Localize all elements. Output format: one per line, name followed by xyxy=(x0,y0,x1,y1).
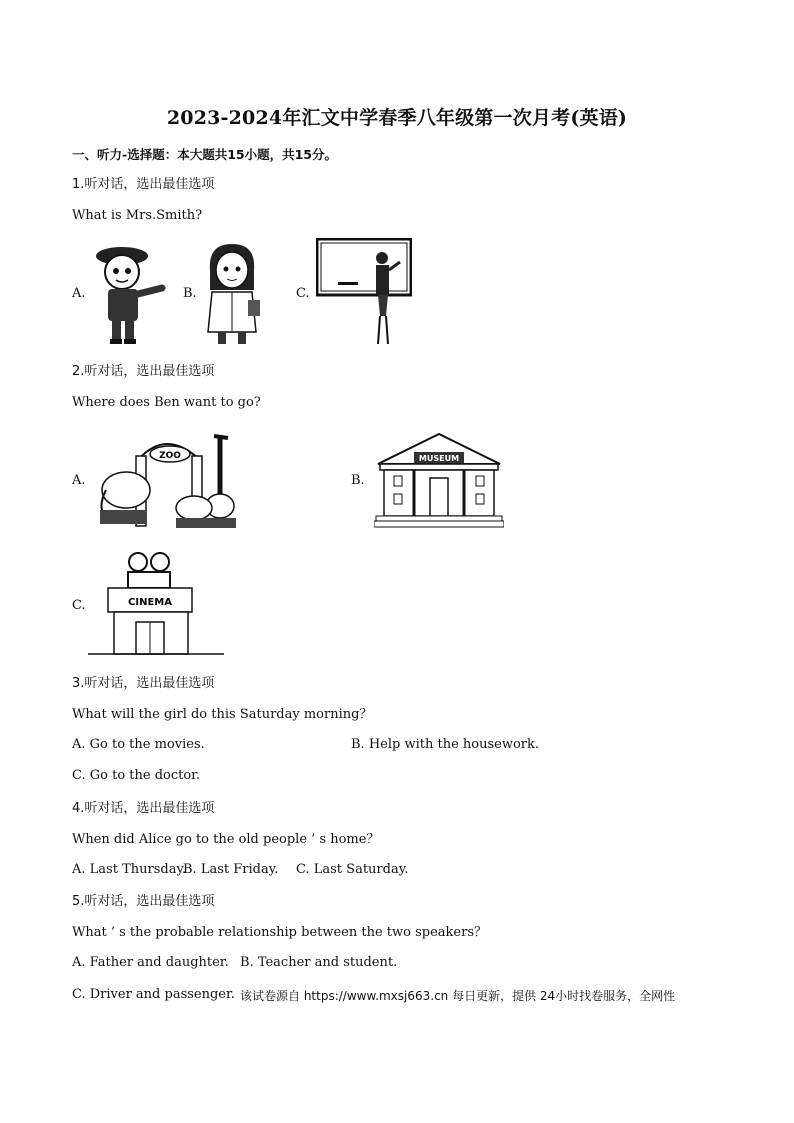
zoo-image xyxy=(96,430,242,534)
q2-option-c-label: C. xyxy=(72,598,86,613)
cinema-image xyxy=(88,550,224,658)
doctor-image xyxy=(198,240,268,346)
q1-option-b-label: B. xyxy=(183,286,197,301)
q4-option-c[interactable]: C. Last Saturday. xyxy=(296,862,409,877)
q4-option-b[interactable]: B. Last Friday. xyxy=(183,862,279,877)
q5-heading: 5.听对话，选出最佳选项 xyxy=(72,894,215,909)
q5-option-c[interactable]: C. Driver and passenger. xyxy=(72,987,235,1002)
museum-image xyxy=(374,430,504,530)
cinema-sign: CINEMA xyxy=(128,597,172,608)
zoo-sign: ZOO xyxy=(159,451,181,461)
q1-question: What is Mrs.Smith? xyxy=(72,208,203,223)
q3-heading: 3.听对话，选出最佳选项 xyxy=(72,676,215,691)
q4-option-a[interactable]: A. Last Thursday. xyxy=(72,862,187,877)
q3-option-c[interactable]: C. Go to the doctor. xyxy=(72,768,201,783)
q3-option-a[interactable]: A. Go to the movies. xyxy=(72,737,205,752)
exam-title: 2023-2024年汇文中学春季八年级第一次月考(英语) xyxy=(166,107,628,129)
q5-option-b[interactable]: B. Teacher and student. xyxy=(240,955,398,970)
q2-option-b-label: B. xyxy=(351,473,365,488)
policeman-image xyxy=(92,238,166,346)
q4-question: When did Alice go to the old people ’ s home？ xyxy=(72,832,380,847)
q2-question: Where does Ben want to go? xyxy=(72,395,261,410)
q5-question: What ’ s the probable relationship between the two speakers？ xyxy=(72,925,488,940)
q2-option-a-label: A. xyxy=(72,473,86,488)
q3-question: What will the girl do this Saturday morning？ xyxy=(72,707,373,722)
q2-heading: 2.听对话，选出最佳选项 xyxy=(72,364,215,379)
q1-option-a-label: A. xyxy=(72,286,86,301)
q5-option-a[interactable]: A. Father and daughter. xyxy=(72,955,229,970)
section-heading: 一、听力-选择题：本大题共15小题，共15分。 xyxy=(72,147,337,162)
q4-heading: 4.听对话，选出最佳选项 xyxy=(72,801,215,816)
q1-option-c-label: C. xyxy=(296,286,310,301)
source-notice: 该试卷源自 https://www.mxsj663.cn 每日更新，提供 24小时找卷服务，全网性 xyxy=(240,989,676,1003)
q1-heading: 1.听对话，选出最佳选项 xyxy=(72,177,215,192)
teacher-blackboard-image xyxy=(316,238,412,348)
museum-sign: MUSEUM xyxy=(418,454,460,463)
q3-option-b[interactable]: B. Help with the housework. xyxy=(351,737,540,752)
